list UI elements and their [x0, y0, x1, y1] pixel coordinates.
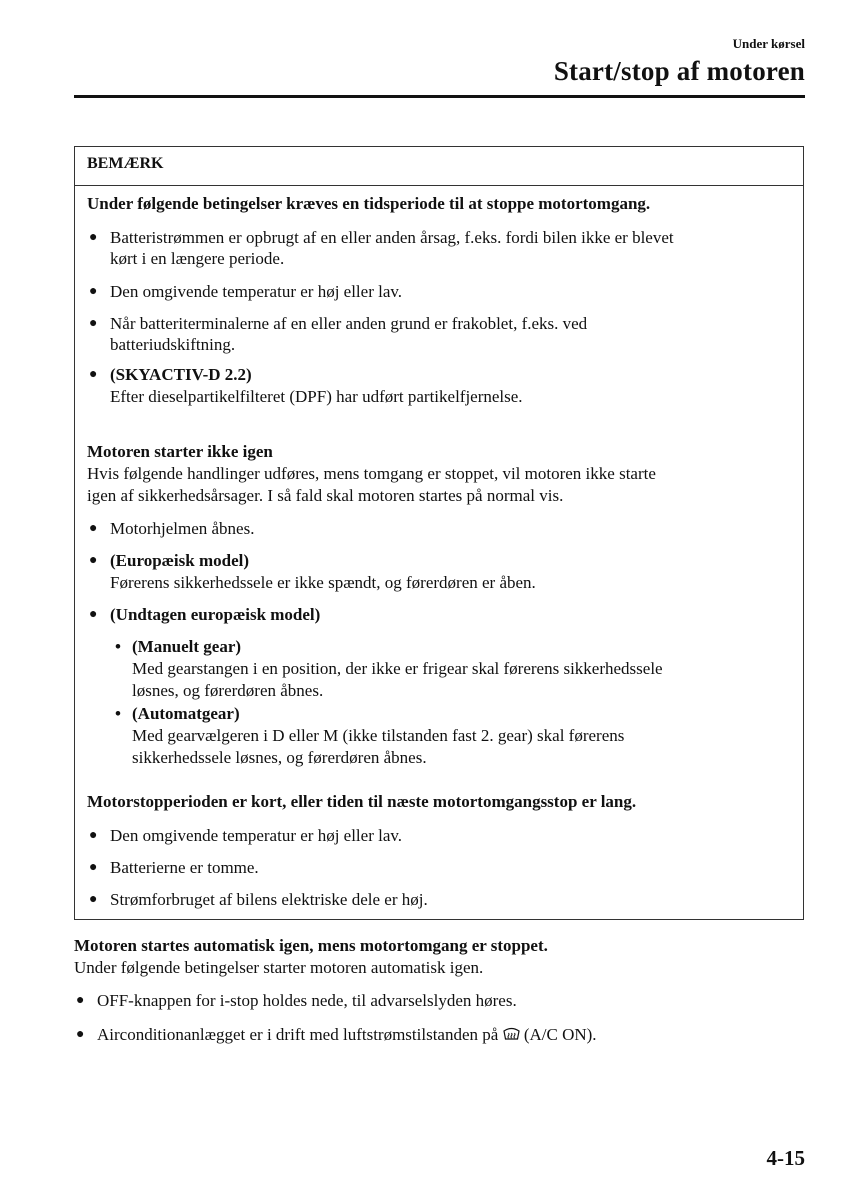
paragraph-line: Hvis følgende handlinger udføres, mens tomgang er stoppet, vil motoren ikke starte — [87, 464, 656, 483]
bullet-dot: ● — [89, 521, 98, 536]
list-item-line: (Undtagen europæisk model) — [110, 605, 321, 624]
sublist-item-line: sikkerhedssele løsnes, og førerdøren åbnes. — [132, 748, 427, 767]
sub-bullet: • — [115, 637, 121, 656]
bullet-dot: ● — [89, 367, 98, 382]
defroster-icon — [503, 1026, 520, 1042]
list-item-text: (A/C ON). — [523, 1025, 597, 1044]
note-group2-title: Motoren starter ikke igen — [87, 442, 273, 461]
sublist-item-line: (Manuelt gear) — [132, 637, 242, 656]
note-group1-title: Under følgende betingelser kræves en tidsperiode til at stoppe motortomgang. — [87, 194, 651, 213]
bullet-dot: ● — [89, 553, 98, 568]
bullet-dot: ● — [76, 993, 85, 1008]
list-item-line: OFF-knappen for i-stop holdes nede, til advarselslyden høres. — [97, 991, 517, 1010]
bullet-dot: ● — [76, 1027, 85, 1042]
list-item-text: Airconditionanlægget er i drift med luftstrømstilstanden på — [97, 1025, 499, 1044]
sublist-item-line: løsnes, og førerdøren åbnes. — [132, 681, 324, 700]
bullet-dot: ● — [89, 860, 98, 875]
list-item-line: batteriudskiftning. — [110, 335, 236, 354]
bullet-dot: ● — [89, 892, 98, 907]
bullet-dot: ● — [89, 316, 98, 331]
body-intro: Under følgende betingelser starter motoren automatisk igen. — [74, 958, 484, 977]
sublist-item-line: Med gearvælgeren i D eller M (ikke tilstanden fast 2. gear) skal førerens — [132, 726, 625, 745]
list-item-line: Den omgivende temperatur er høj eller lav. — [110, 826, 403, 845]
section-label: Under kørsel — [732, 36, 805, 51]
bullet-dot: ● — [89, 828, 98, 843]
paragraph-line: igen af sikkerhedsårsager. I så fald skal motoren startes på normal vis. — [87, 486, 564, 505]
list-item-line: Batterierne er tomme. — [110, 858, 259, 877]
list-item-line: (Europæisk model) — [110, 551, 250, 570]
title-rule — [74, 95, 805, 98]
page-title: Start/stop af motoren — [553, 56, 805, 86]
list-item-line: (SKYACTIV-D 2.2) — [110, 365, 252, 384]
list-item-line: Når batteriterminalerne af en eller anden grund er frakoblet, f.eks. ved — [110, 314, 588, 333]
page-number: 4-15 — [766, 1146, 805, 1170]
list-item-line — [97, 1024, 597, 1046]
body-title: Motoren startes automatisk igen, mens motortomgang er stoppet. — [74, 936, 548, 955]
list-item-line: Strømforbruget af bilens elektriske dele er høj. — [110, 890, 428, 909]
list-item-line: kørt i en længere periode. — [110, 249, 285, 268]
bullet-dot: ● — [89, 284, 98, 299]
list-item-line: Motorhjelmen åbnes. — [110, 519, 255, 538]
list-item-line: Batteristrømmen er opbrugt af en eller anden årsag, f.eks. fordi bilen ikke er blevet — [110, 228, 674, 247]
note-group3-title: Motorstopperioden er kort, eller tiden til næste motortomgangsstop er lang. — [87, 792, 637, 811]
sub-bullet: • — [115, 704, 121, 723]
sublist-item-line: (Automatgear) — [132, 704, 240, 723]
list-item-line: Den omgivende temperatur er høj eller lav. — [110, 282, 403, 301]
sublist-item-line: Med gearstangen i en position, der ikke er frigear skal førerens sikkerhedssele — [132, 659, 663, 678]
list-item-line: Førerens sikkerhedssele er ikke spændt, og førerdøren er åben. — [110, 573, 536, 592]
bullet-dot: ● — [89, 607, 98, 622]
note-heading: BEMÆRK — [75, 147, 803, 186]
list-item-line: Efter dieselpartikelfilteret (DPF) har udført partikelfjernelse. — [110, 387, 523, 406]
bullet-dot: ● — [89, 230, 98, 245]
